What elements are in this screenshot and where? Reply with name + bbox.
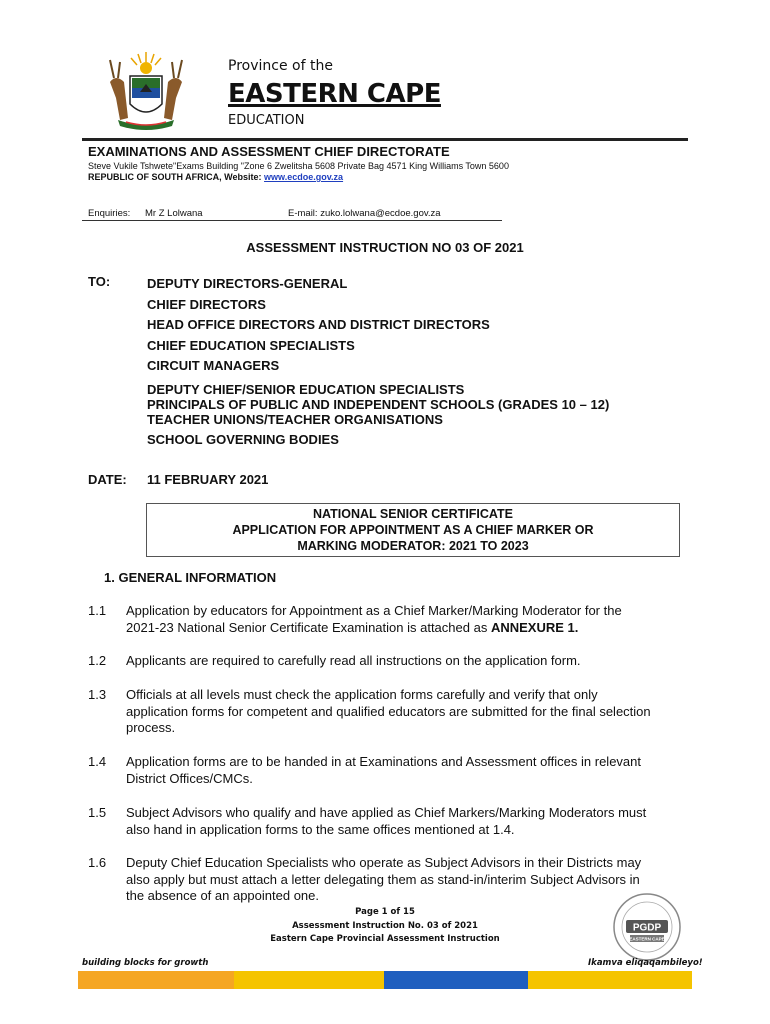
recipient-item: DEPUTY DIRECTORS-GENERAL	[147, 276, 348, 291]
footer-doc-name: Eastern Cape Provincial Assessment Instruction	[270, 934, 500, 944]
recipient-list	[147, 274, 609, 450]
footer-left-slogan: building blocks for growth	[82, 958, 209, 968]
item-number: 1.4	[88, 754, 107, 769]
date-value: 11 FEBRUARY 2021	[147, 472, 269, 487]
footer-stripe	[528, 971, 692, 989]
coat-of-arms-logo	[100, 48, 192, 134]
page-number: Page 1 of 15	[355, 907, 415, 917]
department-name: EDUCATION	[228, 113, 305, 128]
header-rule	[82, 138, 688, 141]
province-name: EASTERN CAPE	[228, 79, 441, 109]
pgdp-badge-logo	[612, 892, 682, 962]
enquiries-rule	[82, 220, 502, 221]
footer-stripe	[234, 971, 384, 989]
instruction-title: ASSESSMENT INSTRUCTION NO 03 OF 2021	[246, 240, 524, 255]
svg-text:EASTERN CAPE: EASTERN CAPE	[629, 936, 665, 942]
date-label: DATE:	[88, 472, 127, 487]
recipient-item: PRINCIPALS OF PUBLIC AND INDEPENDENT SCHOOLS (GRADES 10 – 12)	[147, 396, 610, 412]
address-line-1: Steve Vukile Tshwete"Exams Building "Zone 6 Zwelitsha 5608 Private Bag 4571 King Williams Town 5600	[88, 161, 509, 171]
footer-right-slogan: Ikamva eliqaqambileyo!	[588, 958, 703, 968]
recipient-item: CIRCUIT MANAGERS	[147, 358, 280, 373]
to-label: TO:	[88, 274, 111, 289]
footer-doc-ref: Assessment Instruction No. 03 of 2021	[292, 921, 478, 931]
address-line-2	[88, 172, 343, 182]
item-number: 1.1	[88, 603, 107, 618]
item-number: 1.3	[88, 687, 107, 702]
item-number: 1.2	[88, 653, 107, 668]
subject-line-1: NATIONAL SENIOR CERTIFICATE	[313, 507, 513, 521]
website-link[interactable]: www.ecdoe.gov.za	[264, 172, 344, 182]
item-text: Subject Advisors who qualify and have applied as Chief Markers/Marking Moderators must also hand in application forms to the same offices mentioned at 1.4.	[126, 805, 647, 837]
recipient-item: DEPUTY CHIEF/SENIOR EDUCATION SPECIALISTS	[147, 381, 465, 397]
item-text: Officials at all levels must check the application forms carefully and verify that only application forms for competent and qualified educators are submitted for the final selection process.	[126, 687, 651, 735]
subject-line-2: APPLICATION FOR APPOINTMENT AS A CHIEF MARKER OR	[232, 523, 594, 537]
recipient-item: SCHOOL GOVERNING BODIES	[147, 431, 339, 447]
item-annexure: ANNEXURE 1.	[490, 619, 579, 635]
svg-text:PGDP: PGDP	[632, 922, 662, 934]
recipient-item: HEAD OFFICE DIRECTORS AND DISTRICT DIRECTORS	[147, 317, 490, 332]
footer-stripe	[384, 971, 528, 989]
item-number: 1.5	[88, 805, 107, 820]
address-country: REPUBLIC OF SOUTH AFRICA, Website:	[88, 172, 262, 182]
section-heading: 1. GENERAL INFORMATION	[104, 570, 277, 585]
enquiries-email: E-mail: zuko.lolwana@ecdoe.gov.za	[288, 208, 441, 219]
recipient-item: CHIEF DIRECTORS	[147, 296, 266, 312]
item-text: Deputy Chief Education Specialists who operate as Subject Advisors in their Districts may also apply but must attach a letter delegating them as stand-in/interim Subject Advisors in the absence of an appointed one.	[126, 855, 642, 903]
subject-line-3: MARKING MODERATOR: 2021 TO 2023	[297, 539, 529, 553]
footer-stripe	[78, 971, 234, 989]
enquiries-name: Mr Z Lolwana	[145, 208, 203, 219]
enquiries-label: Enquiries:	[88, 208, 131, 219]
subject-box	[146, 503, 680, 557]
province-prefix: Province of the	[228, 58, 333, 74]
item-number: 1.6	[88, 855, 107, 870]
recipient-item: TEACHER UNIONS/TEACHER ORGANISATIONS	[147, 411, 443, 427]
directorate-title: EXAMINATIONS AND ASSESSMENT CHIEF DIRECTORATE	[88, 144, 450, 159]
recipient-item: CHIEF EDUCATION SPECIALISTS	[147, 337, 355, 353]
item-text: Application forms are to be handed in at Examinations and Assessment offices in relevant District Offices/CMCs.	[126, 754, 641, 786]
item-text	[126, 603, 656, 636]
item-text: Applicants are required to carefully read all instructions on the application form.	[126, 653, 581, 668]
item-body: Application by educators for Appointment as a Chief Marker/Marking Moderator for the 2021-23 National Senior Certificate Examination is attached as	[126, 603, 622, 635]
